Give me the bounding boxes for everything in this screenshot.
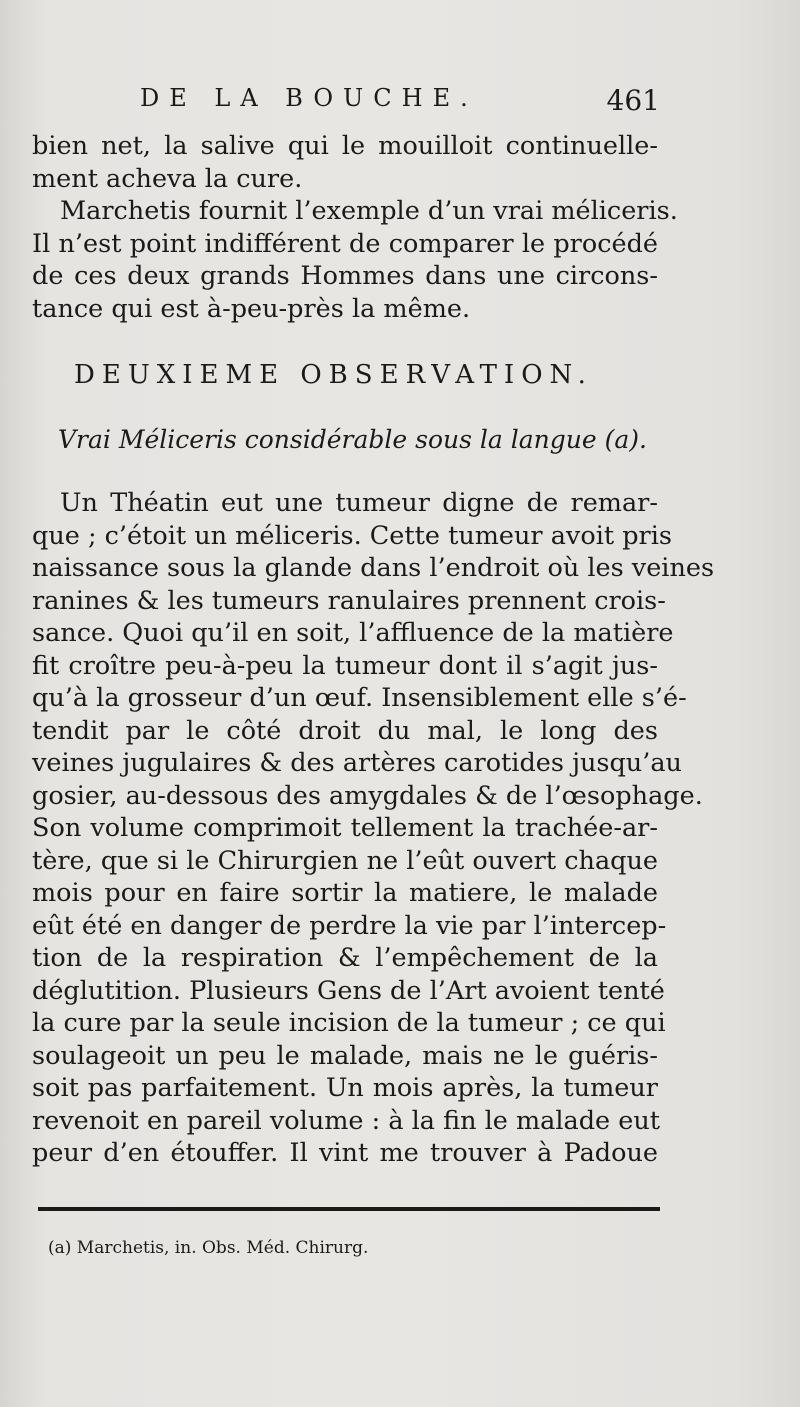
text-line: Il n’est point indifférent de comparer le procédé — [32, 228, 658, 259]
running-head: DE LA BOUCHE. — [140, 84, 478, 112]
page-header — [140, 84, 660, 124]
text-line: ment acheva la cure. — [32, 163, 303, 194]
text-line: revenoit en pareil volume : à la fin le malade eut — [32, 1105, 660, 1136]
paragraph-marchetis — [32, 195, 678, 325]
text-line: fit croître peu-à-peu la tumeur dont il s’agit jus- — [32, 650, 658, 681]
text-line: veines jugulaires & des artères carotides jusqu’au — [32, 748, 682, 778]
text-line: déglutition. Plusieurs Gens de l’Art avoient tenté — [32, 975, 665, 1006]
section-subtitle: Vrai Méliceris considérable sous la langue (a). — [58, 425, 647, 454]
text-line: gosier, au-dessous des amygdales & de l’œsophage. — [32, 780, 703, 811]
text-line: de ces deux grands Hommes dans une circons- — [32, 261, 658, 291]
page-number: 461 — [606, 84, 660, 117]
text-line: eût été en danger de perdre la vie par l’intercep- — [32, 910, 667, 941]
paragraph-observation — [32, 487, 715, 1170]
text-line: naissance sous la glande dans l’endroit où les veines — [32, 553, 715, 583]
text-line: mois pour en faire sortir la matiere, le malade — [32, 878, 658, 908]
text-line: soit pas parfaitement. Un mois après, la tumeur — [32, 1073, 658, 1103]
text-line: ranines & les tumeurs ranulaires prennent crois- — [32, 585, 666, 616]
text-line: la cure par la seule incision de la tumeur ; ce qui — [32, 1008, 666, 1038]
text-line: Un Théatin eut une tumeur digne de remar- — [60, 488, 658, 518]
text-line: que ; c’étoit un méliceris. Cette tumeur avoit pris — [32, 520, 672, 551]
text-line: tion de la respiration & l’empêchement de la — [32, 943, 658, 973]
text-line: Son volume comprimoit tellement la trachée-ar- — [32, 813, 658, 843]
text-line: soulageoit un peu le malade, mais ne le guéris- — [32, 1040, 658, 1071]
text-line: sance. Quoi qu’il en soit, l’affluence de la matière — [32, 618, 674, 648]
footnote-rule — [38, 1207, 660, 1211]
text-line: tendit par le côté droit du mal, le long des — [32, 715, 658, 746]
text-line: qu’à la grosseur d’un œuf. Insensiblement elle s’é- — [32, 683, 687, 713]
footnote: (a) Marchetis, in. Obs. Méd. Chirurg. — [48, 1238, 369, 1258]
paragraph-continued — [32, 130, 658, 195]
section-heading: DEUXIEME OBSERVATION. — [74, 360, 593, 390]
text-line: Marchetis fournit l’exemple d’un vrai méliceris. — [60, 196, 678, 226]
text-line: bien net, la salive qui le mouilloit continuelle- — [32, 131, 658, 161]
text-line: tance qui est à-peu-près la même. — [32, 293, 471, 324]
text-line: peur d’en étouffer. Il vint me trouver à Padoue — [32, 1138, 658, 1168]
text-line: tère, que si le Chirurgien ne l’eût ouvert chaque — [32, 845, 658, 876]
